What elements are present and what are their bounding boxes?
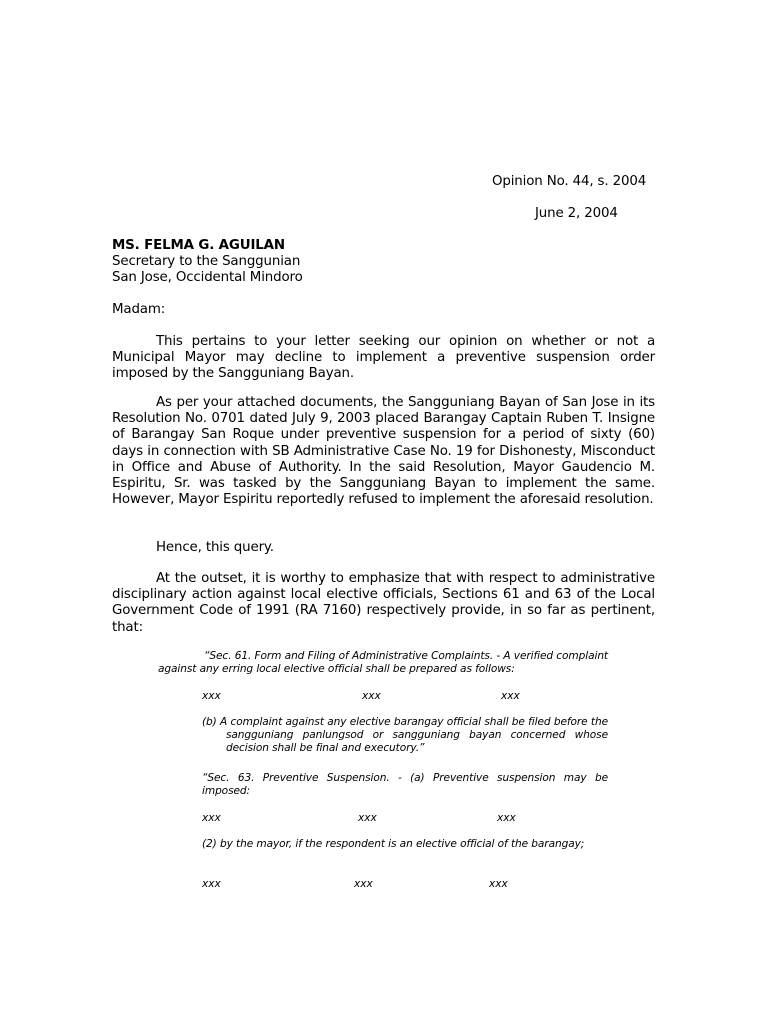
- addressee-block: [112, 238, 303, 287]
- omission-mark: xxx: [497, 812, 516, 824]
- omission-mark: xxx: [362, 690, 381, 702]
- salutation: Madam:: [112, 302, 166, 317]
- omission-mark: xxx: [489, 878, 508, 890]
- omission-mark: xxx: [202, 878, 221, 890]
- paragraph: [112, 540, 655, 556]
- quote-text: “Sec. 63. Preventive Suspension. - (a) Preventive suspension may be imposed:: [202, 772, 608, 798]
- addressee-name: MS. FELMA G. AGUILAN: [112, 238, 285, 253]
- paragraph-text: Hence, this query.: [156, 540, 274, 555]
- paragraph: [112, 334, 655, 383]
- letter-date: June 2, 2004: [535, 206, 618, 221]
- addressee-location: San Jose, Occidental Mindoro: [112, 270, 303, 286]
- omission-mark: xxx: [202, 690, 221, 702]
- paragraph: [112, 395, 655, 508]
- omission-mark: xxx: [501, 690, 520, 702]
- addressee-title: Secretary to the Sanggunian: [112, 254, 301, 270]
- quote-sec-61-b: [202, 716, 608, 756]
- opinion-number: Opinion No. 44, s. 2004: [492, 174, 647, 189]
- quote-sec-61: [158, 650, 608, 676]
- paragraph-text: This pertains to your letter seeking our opinion on whether or not a Municipal Mayor may decline to implement a preventive suspension order imposed by the Sangguniang Bayan.: [112, 334, 655, 382]
- paragraph-text: At the outset, it is worthy to emphasize that with respect to administrative disciplinary action against local elective officials, Sections 61 and 63 of the Local Government Code of 1991 (RA 7160) respectively provide, in so far as pertinent, that:: [112, 571, 655, 635]
- omission-mark: xxx: [358, 812, 377, 824]
- quote-text: (b) A complaint against any elective barangay official shall be filed before the sangguniang panlungsod or sangguniang bayan concerned whose decision shall be final and executory.”: [202, 716, 608, 755]
- quote-sec-63: [202, 772, 608, 798]
- quote-text: “Sec. 61. Form and Filing of Administrative Complaints. - A verified complaint against any erring local elective official shall be prepared as follows:: [158, 650, 608, 676]
- quote-sec-63-2: [202, 838, 608, 851]
- omission-mark: xxx: [354, 878, 373, 890]
- paragraph: [112, 571, 655, 636]
- quote-text: (2) by the mayor, if the respondent is an elective official of the barangay;: [202, 838, 585, 850]
- omission-mark: xxx: [202, 812, 221, 824]
- paragraph-text: As per your attached documents, the Sangguniang Bayan of San Jose in its Resolution No. 0701 dated July 9, 2003 placed Barangay Captain Ruben T. Insigne of Barangay San Roque under preventive suspension for a period of sixty (60) days in connection with SB Administrative Case No. 19 for Dishonesty, Misconduct in Office and Abuse of Authority. In the said Resolution, Mayor Gaudencio M. Espiritu, Sr. was tasked by the Sangguniang Bayan to implement the same. However, Mayor Espiritu reportedly refused to implement the aforesaid resolution.: [112, 395, 655, 508]
